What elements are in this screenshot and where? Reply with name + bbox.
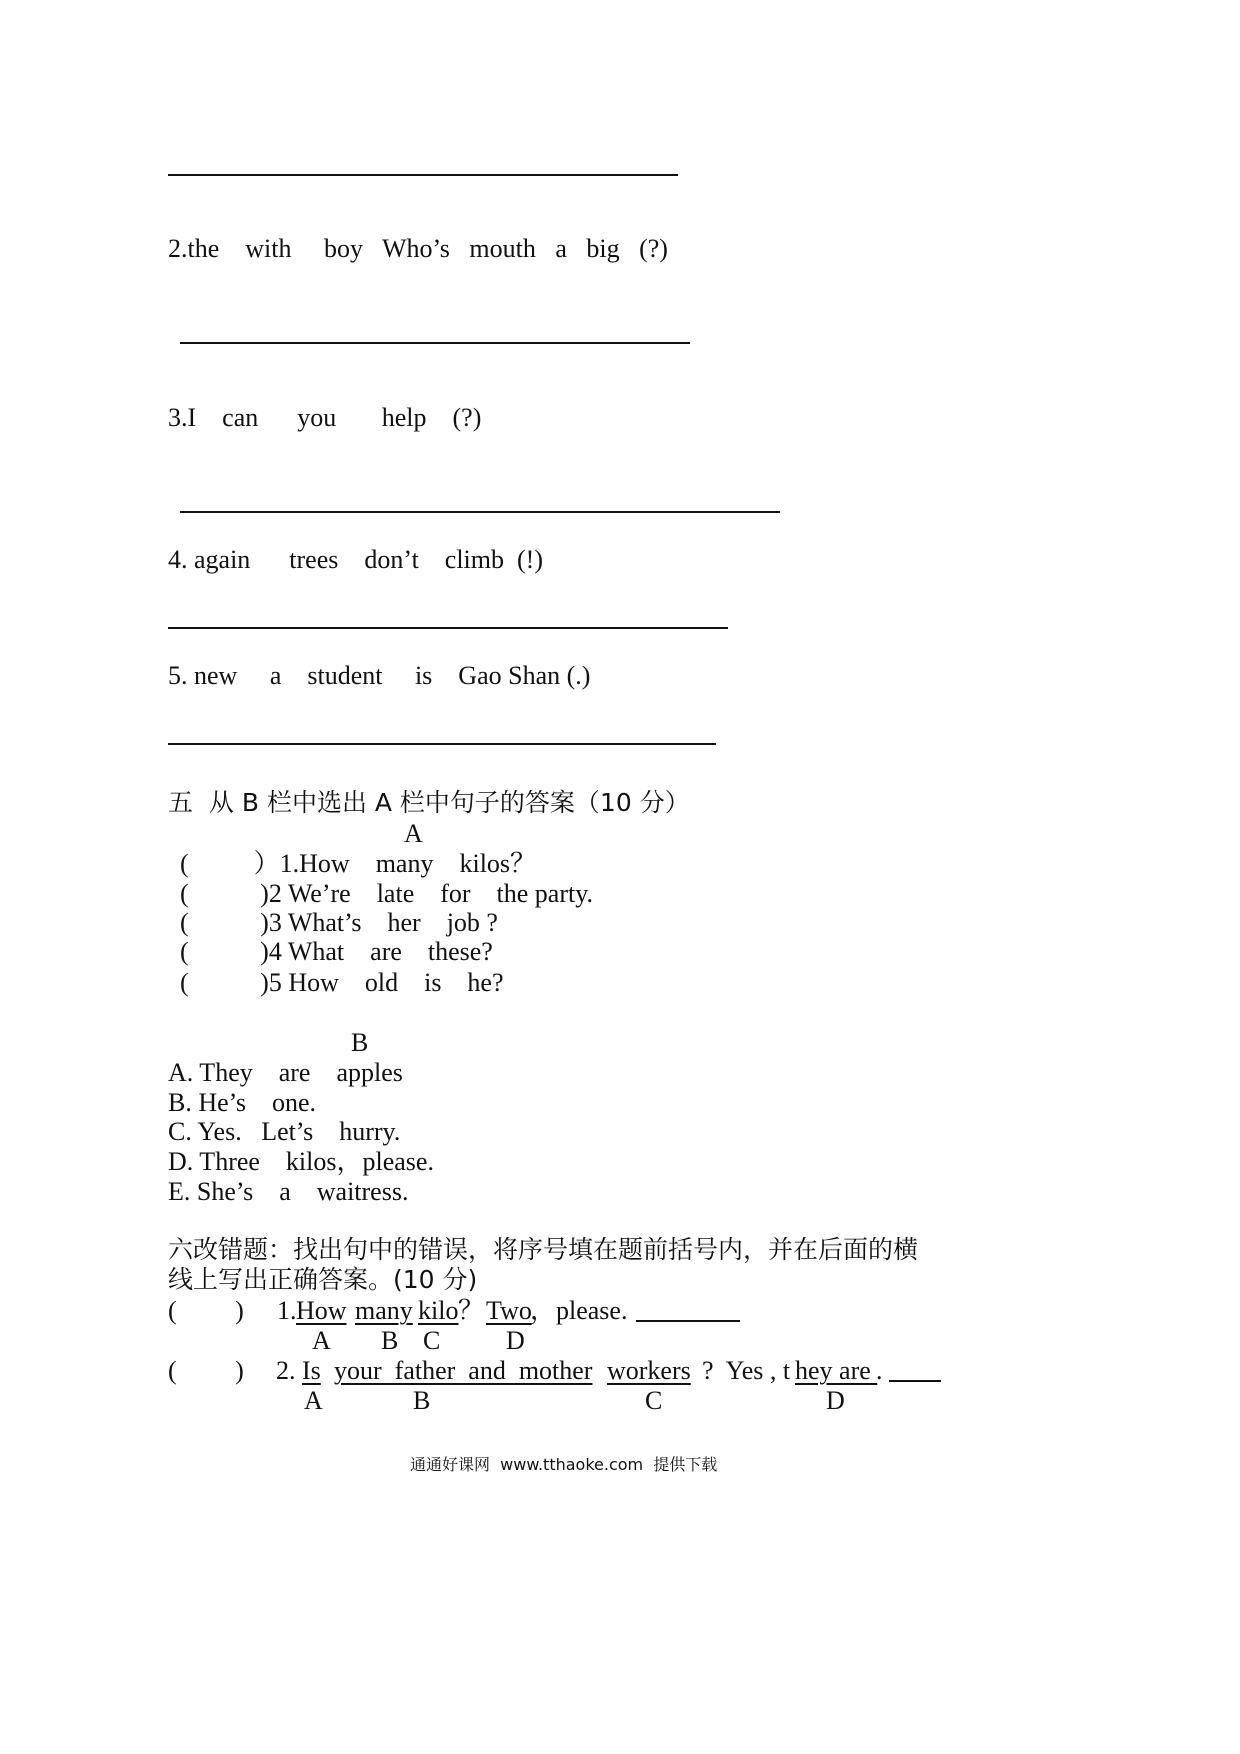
column-a-item-3: ( )3 What’s her job ? bbox=[180, 908, 498, 937]
answer-line-3[interactable] bbox=[180, 511, 780, 513]
answer-line-5[interactable] bbox=[168, 743, 716, 745]
q1-option-c: kilo bbox=[418, 1296, 459, 1325]
column-a-item-1: ( ）1.How many kilos？ bbox=[180, 849, 537, 878]
column-b-header: B bbox=[351, 1028, 369, 1057]
column-b-item-d: D. Three kilos，please. bbox=[168, 1147, 434, 1176]
q2-period: . bbox=[876, 1356, 883, 1385]
q1-answer-line[interactable] bbox=[636, 1320, 740, 1322]
q2-option-a: Is bbox=[302, 1356, 321, 1385]
q2-answer-line[interactable] bbox=[889, 1380, 941, 1382]
q2-label-a: A bbox=[304, 1386, 323, 1415]
q1-label-a: A bbox=[312, 1326, 331, 1355]
column-a-item-4: ( )4 What are these? bbox=[180, 937, 493, 966]
column-a-header: A bbox=[404, 819, 423, 848]
column-a-item-2: ( )2 We’re late for the party. bbox=[180, 879, 594, 908]
q1-label-d: D bbox=[506, 1326, 525, 1355]
q2-middle: ? Yes , t bbox=[702, 1356, 791, 1385]
q1-bracket: ( ) bbox=[168, 1296, 244, 1325]
q2-label-d: D bbox=[826, 1386, 845, 1415]
q1-label-b: B bbox=[381, 1326, 399, 1355]
answer-line-1[interactable] bbox=[168, 174, 678, 176]
q2-bracket: ( ) bbox=[168, 1356, 244, 1385]
q1-option-d: Two bbox=[486, 1296, 532, 1325]
q1-question-mark: ？ bbox=[458, 1296, 485, 1325]
column-b-item-b: B. He’s one. bbox=[168, 1088, 317, 1117]
section6-title-line1: 六改错题：找出句中的错误，将序号填在题前括号内，并在后面的横 bbox=[168, 1235, 919, 1264]
q2-option-d: hey are bbox=[795, 1356, 878, 1385]
answer-line-2[interactable] bbox=[180, 342, 690, 344]
q1-option-b: many bbox=[355, 1296, 413, 1325]
q2-option-c: workers bbox=[607, 1356, 691, 1385]
section6-title-line2: 线上写出正确答案。(10 分) bbox=[168, 1265, 478, 1294]
answer-line-4[interactable] bbox=[168, 627, 728, 629]
q1-option-a: How bbox=[296, 1296, 347, 1325]
reorder-item-4: 4. again trees don’t climb (!) bbox=[168, 545, 543, 574]
column-b-item-a: A. They are apples bbox=[168, 1058, 403, 1087]
reorder-item-3: 3.I can you help (?) bbox=[168, 403, 482, 432]
q2-label-c: C bbox=[645, 1386, 663, 1415]
q2-option-b: your father and mother bbox=[334, 1356, 593, 1385]
q1-label-c: C bbox=[423, 1326, 441, 1355]
column-a-item-5: ( )5 How old is he? bbox=[180, 968, 504, 997]
footer-text: 通通好课网 www.tthaoke.com 提供下载 bbox=[410, 1455, 718, 1474]
reorder-item-2: 2.the with boy Who’s mouth a big (?) bbox=[168, 234, 668, 263]
section5-title: 五 从 B 栏中选出 A 栏中句子的答案（10 分） bbox=[168, 788, 690, 817]
q2-number: 2. bbox=[276, 1356, 296, 1385]
reorder-item-5: 5. new a student is Gao Shan (.) bbox=[168, 661, 591, 690]
column-b-item-c: C. Yes. Let’s hurry. bbox=[168, 1117, 401, 1146]
q1-number: 1. bbox=[277, 1296, 297, 1325]
column-b-item-e: E. She’s a waitress. bbox=[168, 1177, 409, 1206]
q1-rest: ，please. bbox=[530, 1296, 628, 1325]
q2-label-b: B bbox=[413, 1386, 431, 1415]
